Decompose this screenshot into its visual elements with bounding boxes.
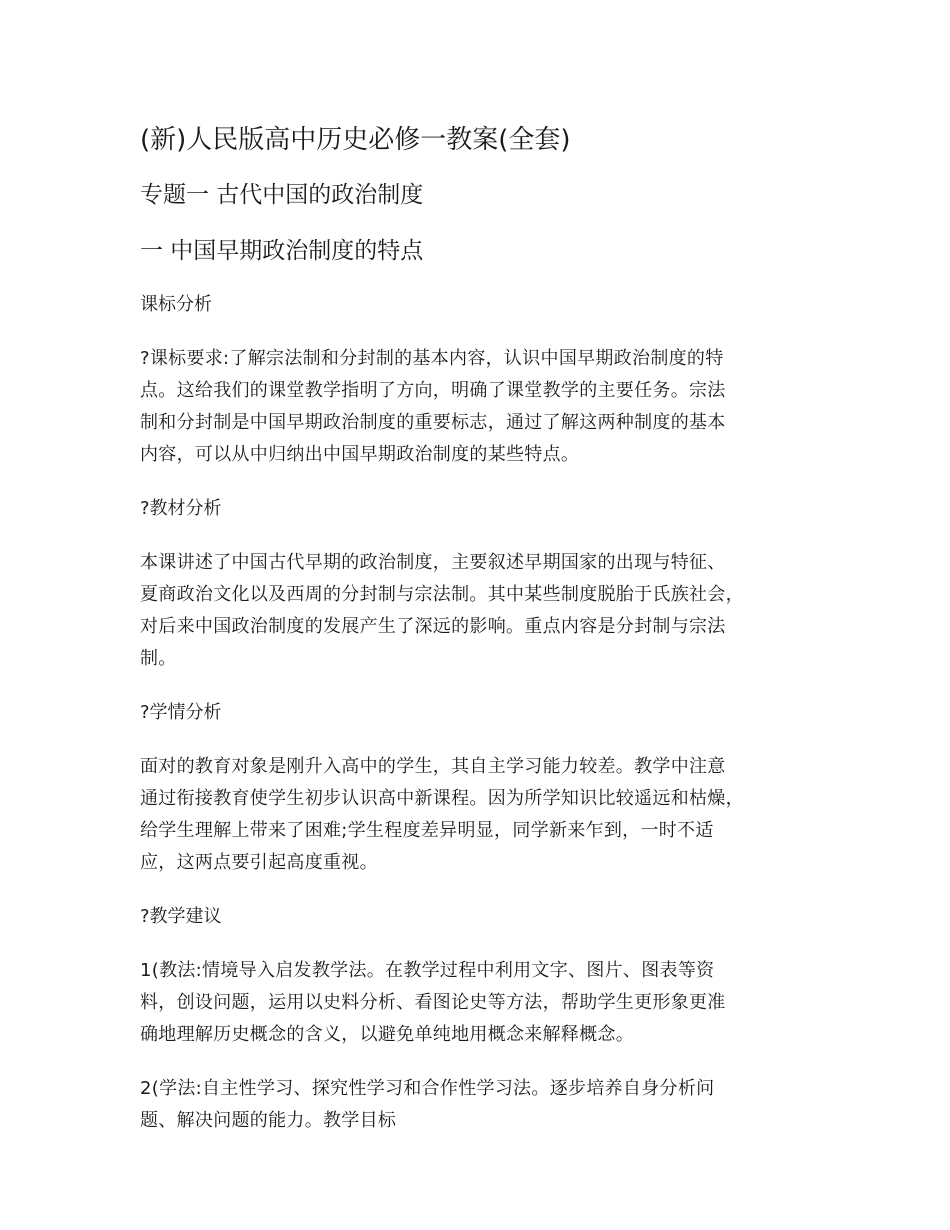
student-analysis-label: ?学情分析 [140, 702, 222, 723]
curriculum-requirement-paragraph [140, 343, 830, 471]
paragraph-line: 本课讲述了中国古代早期的政治制度，主要叙述早期国家的出现与特征、 [140, 552, 726, 573]
teaching-suggestion-label: ?教学建议 [140, 906, 222, 927]
learning-method-paragraph [140, 1073, 830, 1137]
lesson-heading: 一 中国早期政治制度的特点 [140, 238, 424, 264]
paragraph-line: 1(教法:情境导入启发教学法。在教学过程中利用文字、图片、图表等资 [140, 960, 715, 981]
textbook-analysis-label: ?教材分析 [140, 498, 222, 519]
paragraph-line: 对后来中国政治制度的发展产生了深远的影响。重点内容是分封制与宗法 [140, 616, 726, 637]
paragraph-line: 制和分封制是中国早期政治制度的重要标志，通过了解这两种制度的基本 [140, 412, 726, 433]
paragraph-line: 通过衔接教育使学生初步认识高中新课程。因为所学知识比较遥远和枯燥， [140, 788, 744, 809]
paragraph-line: 制。 [140, 648, 177, 669]
paragraph-line: 内容，可以从中归纳出中国早期政治制度的某些特点。 [140, 444, 580, 465]
paragraph-line: 点。这给我们的课堂教学指明了方向，明确了课堂教学的主要任务。宗法 [140, 380, 726, 401]
paragraph-line: 给学生理解上带来了困难;学生程度差异明显，同学新来乍到，一时不适 [140, 820, 714, 841]
paragraph-line: 2(学法:自主性学习、探究性学习和合作性学习法。逐步培养自身分析问 [140, 1078, 715, 1099]
topic-heading: 专题一 古代中国的政治制度 [140, 182, 424, 208]
curriculum-analysis-label: 课标分析 [140, 294, 212, 315]
paragraph-line: 夏商政治文化以及西周的分封制与宗法制。其中某些制度脱胎于氏族社会， [140, 584, 744, 605]
paragraph-line: 确地理解历史概念的含义，以避免单纯地用概念来解释概念。 [140, 1024, 635, 1045]
textbook-analysis-paragraph [140, 547, 830, 675]
paragraph-line: 题、解决问题的能力。教学目标 [140, 1110, 397, 1131]
paragraph-line: 料，创设问题，运用以史料分析、看图论史等方法，帮助学生更形象更准 [140, 992, 726, 1013]
document-page [140, 120, 830, 1159]
paragraph-line: 应，这两点要引起高度重视。 [140, 852, 378, 873]
paragraph-line: 面对的教育对象是刚升入高中的学生，其自主学习能力较差。教学中注意 [140, 756, 726, 777]
student-analysis-paragraph [140, 751, 830, 879]
paragraph-line: ?课标要求:了解宗法制和分封制的基本内容，认识中国早期政治制度的特 [140, 348, 724, 369]
document-title: (新)人民版高中历史必修一教案(全套) [140, 125, 571, 155]
teaching-method-paragraph [140, 955, 830, 1051]
